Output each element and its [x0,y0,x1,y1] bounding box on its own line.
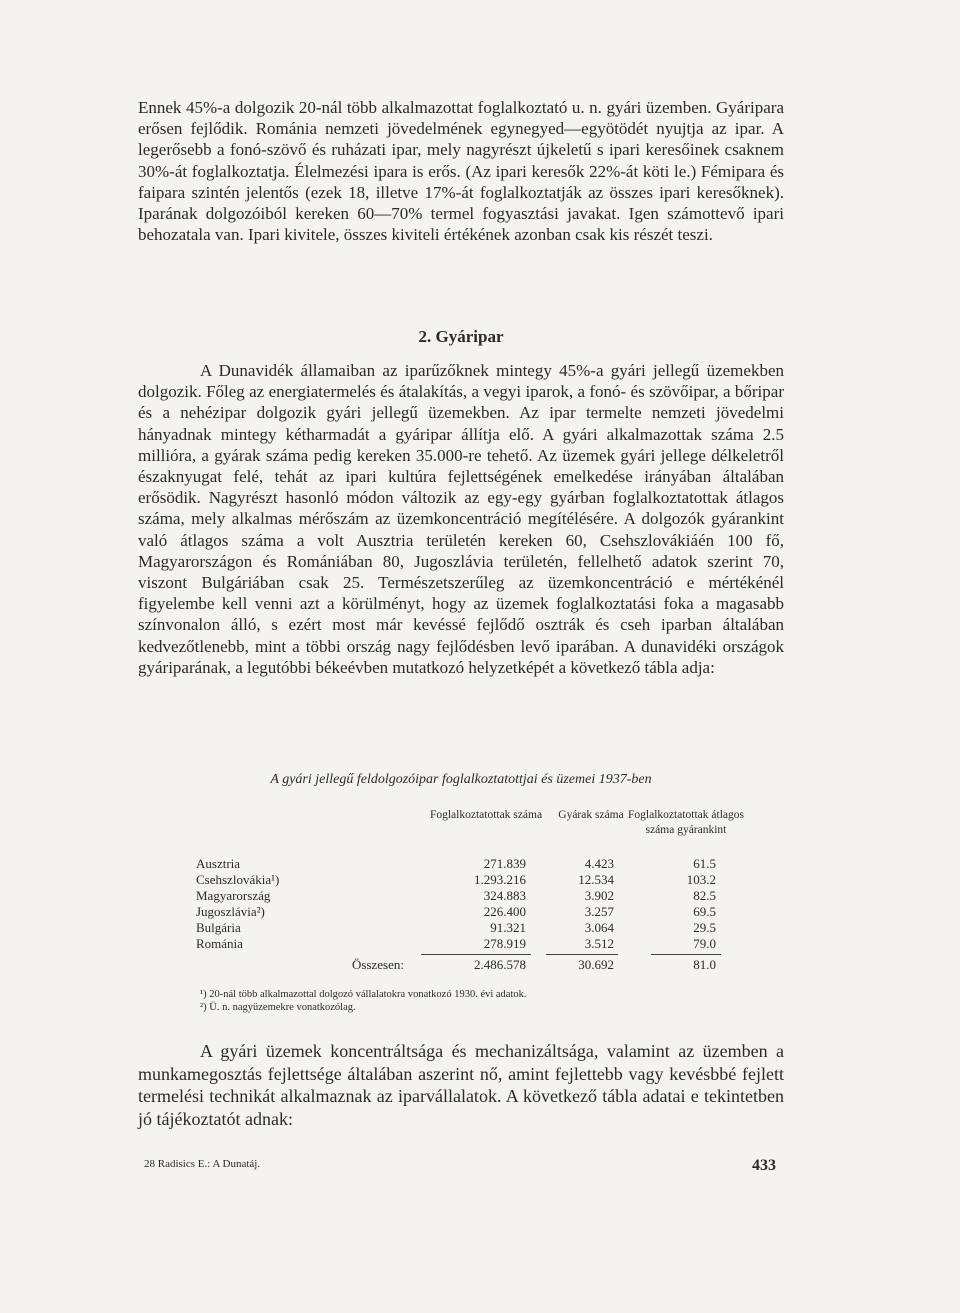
average-cell: 82.5 [693,888,716,903]
factories-cell: 4.423 [584,856,614,871]
average-cell: 69.5 [693,904,716,919]
header-employed: Foglalkoztatottak száma [429,809,543,821]
source-footnote: 28 Radisics E.: A Dunatáj. [144,1158,261,1170]
total-rule-factories [546,954,618,955]
total-rule-employed [421,954,531,955]
factories-cell: 3.064 [584,920,614,935]
table-note-1: ¹) 20-nál több alkalmazottal dolgozó vállalatokra vonatkozó 1930. évi adatok. [200,989,527,1000]
table-caption: A gyári jellegű feldolgozóipar foglalkoztatottjai és üzemei 1937-ben [270,772,652,787]
factories-cell: 3.257 [584,904,614,919]
table-row [196,872,756,888]
average-cell: 79.0 [693,936,716,951]
factory-table [196,808,756,974]
country-cell: Jugoszlávia²) [196,904,265,919]
average-cell: 29.5 [693,920,716,935]
country-cell: Csehszlovákia¹) [196,872,280,887]
country-cell: Magyarország [196,888,271,903]
table-row [196,856,756,872]
table-note-2: ²) Ü. n. nagyüzemekre vonatkozólag. [200,1002,356,1013]
country-cell: Ausztria [196,856,241,871]
page-number: 433 [752,1157,776,1174]
paragraph-concentration: A gyári üzemek koncentráltsága és mechanizáltsága, valamint az üzemben a munkamegosztás fejlettsége általában aszerint nő, amint fejlettebb vagy kevésbbé fejlett termelési technikát alkalmaznak az iparvállalatok. A következő tábla adatai e tekintetben jó tájékoztatót adnak: [138,1041,784,1129]
factories-cell: 3.512 [584,936,614,951]
employed-cell: 324.883 [483,888,526,903]
total-factories: 30.692 [578,957,614,972]
employed-cell: 226.400 [483,904,526,919]
total-average: 81.0 [693,957,716,972]
average-cell: 103.2 [686,872,716,887]
header-average: Foglalkoztatottak átlagos száma gyárankint [628,809,744,836]
table-notes [200,988,760,1014]
paragraph-gyaripar: A Dunavidék államaiban az iparűzőknek mintegy 45%-a gyári jellegű üzemekben dolgozik. Főleg az energiatermelés és átalakítás, a vegyi iparok, a fonó- és szövőipar, a bőripar és a nehézipar dolgozik gyári jellegű üzemekben. Az ipar termelte nemzeti jövedelmi hányadnak mintegy kétharmadát a gyáripar állítja elő. A gyári alkalmazottak száma 2.5 millióra, a gyárak száma pedig kereken 35.000-re tehető. Az üzemek gyári jellege délkeletről északnyugat felé, tehát az ipari kultúra fejlettségének emelkedése irányában általában erősödik. Nagyrészt hasonló módon változik az egy-egy gyárban foglalkoztatottak átlagos száma, mely alkalmas mérőszám az üzemkoncentráció megítélésére. A dolgozók gyárankint való átlagos száma a volt Ausztria területén kereken 60, Csehszlovákiáén 100 fő, Magyarországon és Romániában 80, Jugoszlávia területén, fellelhető adatok szerint 70, viszont Bulgáriában csak 25. Természetszerűleg az üzemkoncentráció e mértékénél figyelembe kell venni azt a körülményt, hogy az üzemek foglalkoztatási foka a magasabb színvonalon álló, s ezért most már kevéssé fejlődő osztrák és cseh iparban általában kedvezőtlenebb, mint a többi ország nagy fejlődésben levő iparában. A dunavidéki országok gyáriparának, a legutóbbi békeévben mutatkozó helyzetképét a következő tábla adja: [138,361,784,677]
country-cell: Románia [196,936,243,951]
factories-cell: 12.534 [578,872,614,887]
table-row [196,920,756,936]
employed-cell: 278.919 [483,936,526,951]
employed-cell: 271.839 [483,856,526,871]
table-row [196,904,756,920]
employed-cell: 1.293.216 [474,872,526,887]
total-rule-average [651,954,721,955]
factories-cell: 3.902 [584,888,614,903]
average-cell: 61.5 [693,856,716,871]
header-factories: Gyárak száma [558,809,624,821]
table-row [196,888,756,904]
table-header [196,808,756,856]
table-row [196,936,756,952]
country-cell: Bulgária [196,920,241,935]
total-label: Összesen: [352,957,404,972]
section-heading: 2. Gyáripar [418,327,504,346]
total-section [196,954,756,974]
total-row [196,957,756,973]
paragraph-intro: Ennek 45%-a dolgozik 20-nál több alkalmazottat foglalkoztató u. n. gyári üzemben. Gyáripara erősen fejlődik. Románia nemzeti jövedelmének egynegyed—egyötödét nyujtja az ipar. A legerősebb a fonó-szövő és ruházati ipar, mely nagyrészt újkeletű s ipari keresőinek csaknem 30%-át foglalkoztatja. Élelmezési ipara is erős. (Az ipari keresők 22%-át köti le.) Fémipara és faipara szintén jelentős (ezek 18, illetve 17%-át foglalkoztatják az összes ipari keresőknek). Iparának dolgozóiból kereken 60—70% termel fogyasztási javakat. Igen számottevő ipari behozatala van. Ipari kivitele, összes kiviteli értékének azonban csak kis részét teszi. [138,98,784,245]
total-employed: 2.486.578 [474,957,526,972]
employed-cell: 91.321 [490,920,526,935]
